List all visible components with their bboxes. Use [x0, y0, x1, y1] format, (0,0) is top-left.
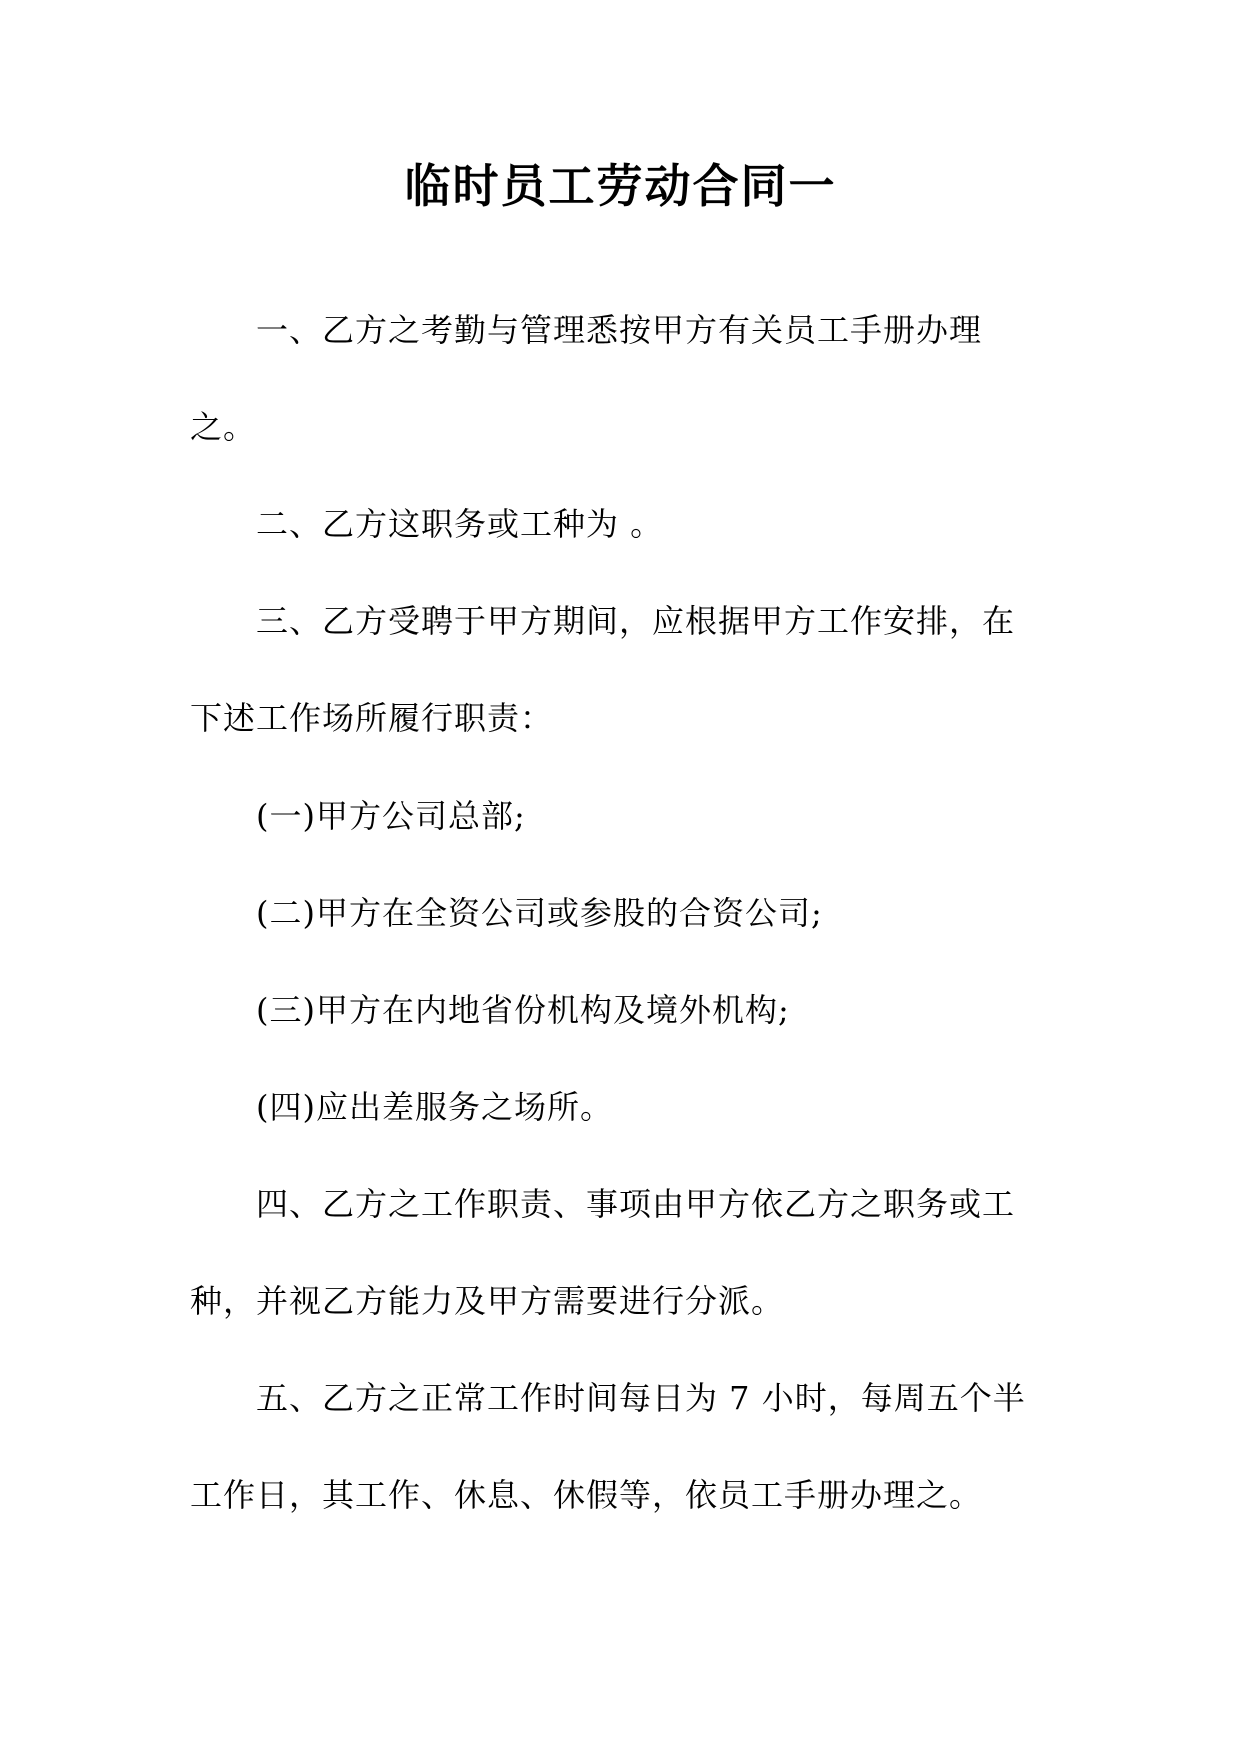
clause-5-line-2: 工作日，其工作、休息、休假等，依员工手册办理之。: [190, 1476, 983, 1514]
clause-1-line-2: 之。: [190, 408, 257, 446]
clause-4-line-1: 四、乙方之工作职责、事项由甲方依乙方之职务或工: [256, 1185, 1016, 1223]
clause-4-line-2: 种，并视乙方能力及甲方需要进行分派。: [190, 1282, 785, 1320]
clause-3-item-4: (四)应出差服务之场所。: [256, 1088, 613, 1126]
clause-5-line-1: 五、乙方之正常工作时间每日为 7 小时，每周五个半: [256, 1379, 1026, 1417]
clause-3-item-3: (三)甲方在内地省份机构及境外机构;: [256, 991, 790, 1029]
clause-2: 二、乙方这职务或工种为 。: [256, 505, 664, 543]
clause-3-line-1: 三、乙方受聘于甲方期间，应根据甲方工作安排，在: [256, 602, 1016, 640]
clause-3-item-2: (二)甲方在全资公司或参股的合资公司;: [256, 894, 823, 932]
clause-3-item-1: (一)甲方公司总部;: [256, 797, 526, 835]
document-title: 临时员工劳动合同一: [404, 159, 837, 213]
clause-3-line-2: 下述工作场所履行职责：: [190, 699, 554, 737]
clause-1-line-1: 一、乙方之考勤与管理悉按甲方有关员工手册办理: [256, 311, 983, 349]
